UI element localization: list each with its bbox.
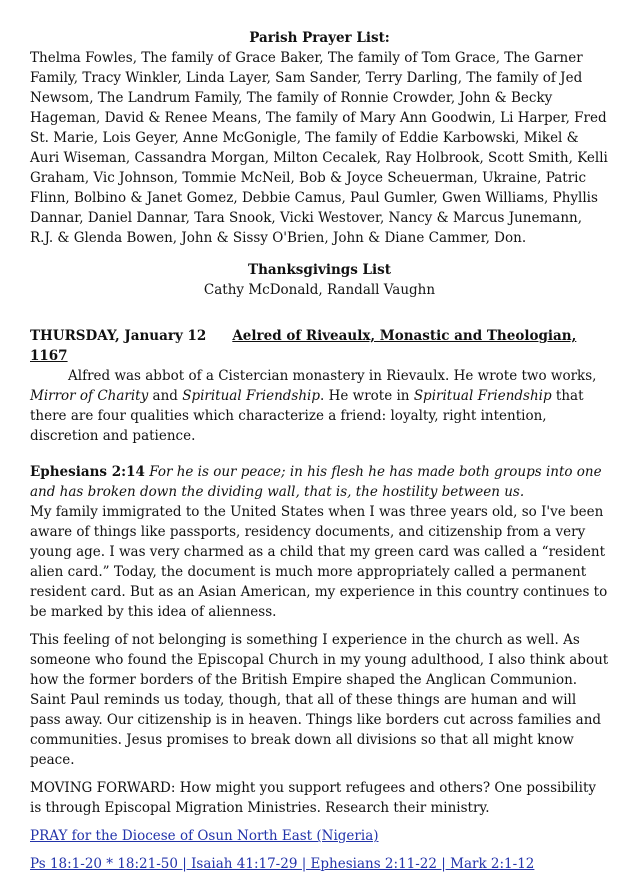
thanksgivings-title: Thanksgivings List [248, 262, 391, 278]
moving-forward: MOVING FORWARD: How might you support refugees and others? One possibility is through Episcopal Migration Ministries. Research their ministry. [30, 780, 596, 816]
prayer-list-title: Parish Prayer List: [249, 30, 390, 46]
bio-text-1: Alfred was abbot of a Cistercian monastery in Rievaulx. He wrote two works, [68, 368, 597, 384]
work-title-3: Spiritual Friendship [413, 388, 552, 404]
bio-text-4: that there are four qualities which characterize a friend: loyalty, right intention, discretion and patience. [30, 388, 584, 444]
pray-link[interactable]: PRAY for the Diocese of Osun North East (Nigeria) [30, 828, 379, 844]
scripture-reference: Ephesians 2:14 [30, 464, 145, 480]
thanksgivings-names: Cathy McDonald, Randall Vaughn [203, 282, 436, 298]
feast-title: Aelred of Riveaulx, Monastic and Theologian, 1167 [30, 328, 577, 364]
bio-text-3: . He wrote in [320, 388, 414, 404]
day-date: THURSDAY, January 12 [30, 328, 207, 344]
reflection-paragraph-2: This feeling of not belonging is something I experience in the church as well. As someone who found the Episcopal Church in my young adulthood, I also think about how the former borders of the British Empire shaped the Anglican Communion. Saint Paul reminds us today, though, that all of these things are human and will pass away. Our citizenship is in heaven. Things like borders cut across families and communities. Jesus promises to break down all divisions so that all might know peace. [30, 632, 609, 768]
work-title-1: Mirror of Charity [30, 388, 149, 404]
day-heading [30, 326, 609, 366]
feast-bio [30, 366, 609, 446]
scripture-text: For he is our peace; in his flesh he has made both groups into one and has broken down the dividing wall, that is, the hostility between us. [30, 464, 602, 500]
work-title-2: Spiritual Friendship [182, 388, 321, 404]
bio-text-2: and [148, 388, 183, 404]
readings-link[interactable]: Ps 18:1-20 * 18:21-50 | Isaiah 41:17-29 | Ephesians 2:11-22 | Mark 2:1-12 [30, 856, 535, 872]
scripture-verse [30, 462, 609, 502]
reflection-paragraph-1: My family immigrated to the United States when I was three years old, so I've been aware of things like passports, residency documents, and citizenship from a very young age. I was very charmed as a child that my green card was called a “resident alien card.” Today, the document is much more appropriately called a permanent resident card. But as an Asian American, my experience in this country continues to be marked by this idea of alienness. [30, 504, 608, 620]
prayer-list-names: Thelma Fowles, The family of Grace Baker, The family of Tom Grace, The Garner Family, Tracy Winkler, Linda Layer, Sam Sander, Terry Darling, The family of Jed Newsom, The Landrum Family, The family of Ronnie Crowder, John & Becky Hageman, David & Renee Means, The family of Mary Ann Goodwin, Li Harper, Fred St. Marie, Lois Geyer, Anne McGonigle, The family of Eddie Karbowski, Mikel & Auri Wiseman, Cassandra Morgan, Milton Cecalek, Ray Holbrook, Scott Smith, Kelli Graham, Vic Johnson, Tommie McNeil, Bob & Joyce Scheuerman, Ukraine, Patric Flinn, Bolbino & Janet Gomez, Debbie Camus, Paul Gumler, Gwen Williams, Phyllis Dannar, Daniel Dannar, Tara Snook, Vicki Westover, Nancy & Marcus Junemann, R.J. & Glenda Bowen, John & Sissy O'Brien, John & Diane Cammer, Don. [30, 50, 608, 246]
